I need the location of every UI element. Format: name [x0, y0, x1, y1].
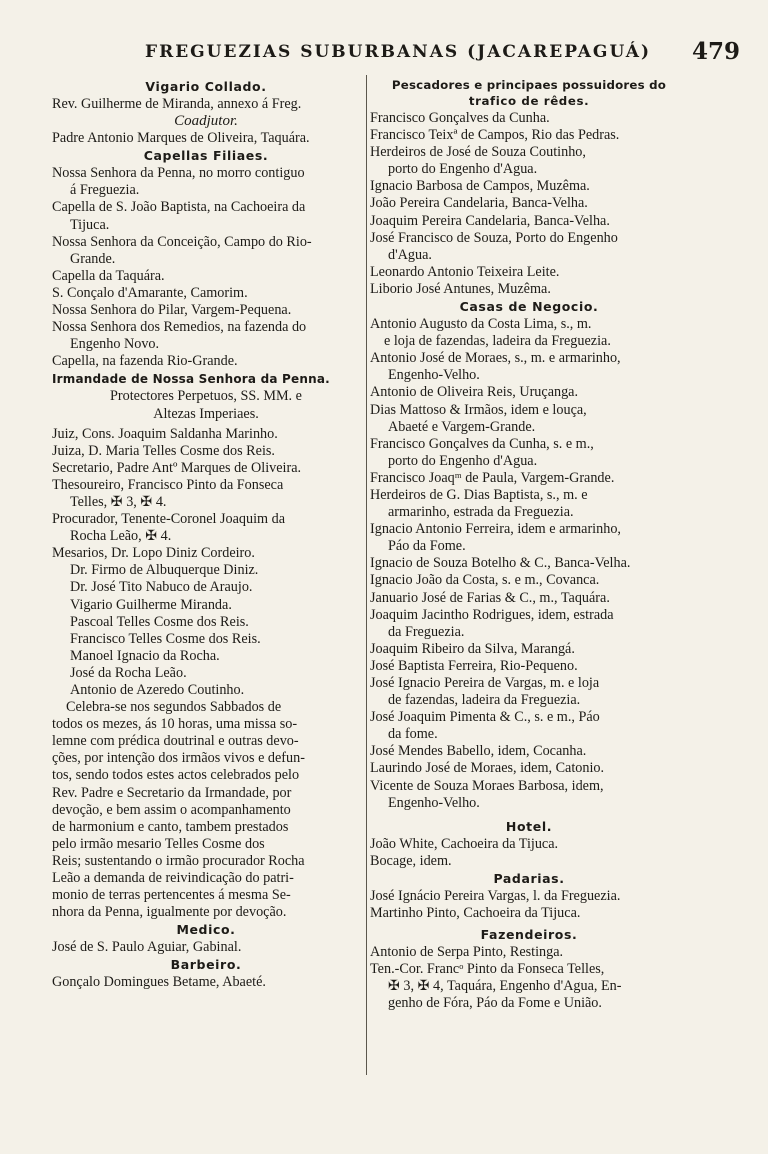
section-heading-capellas: Capellas Filiaes. — [143, 148, 269, 164]
protectores-line: Protectores Perpetuos, SS. MM. e — [110, 388, 302, 405]
list-item: Ignacio de Souza Botelho & C., Banca-Velha. — [370, 555, 631, 572]
list-item: José Baptista Ferreira, Rio-Pequeno. — [370, 657, 578, 674]
section-heading-irmandade: Irmandade de Nossa Senhora da Penna. — [52, 372, 330, 387]
list-item: Engenho-Velho. — [388, 794, 480, 811]
list-item: Bocage, idem. — [370, 852, 452, 869]
paragraph-line: Reis; sustentando o irmão procurador Rocha — [52, 852, 305, 869]
mesario-entry: Dr. José Tito Nabuco de Araujo. — [70, 579, 253, 596]
list-item: José Joaquim Pimenta & C., s. e m., Páo — [370, 709, 600, 726]
medico-entry: José de S. Paulo Aguiar, Gabinal. — [52, 939, 242, 956]
section-heading-hotel: Hotel. — [505, 818, 553, 834]
column-divider — [366, 75, 367, 1075]
mesario-entry: Manoel Ignacio da Rocha. — [70, 647, 220, 664]
list-item: Capella de S. João Baptista, na Cachoeira da — [52, 199, 306, 216]
list-item: genho de Fóra, Páo da Fome e União. — [388, 995, 602, 1012]
list-item: Tijuca. — [70, 216, 110, 233]
list-item: Vicente de Souza Moraes Barbosa, idem, — [370, 777, 604, 794]
list-item: Engenho-Velho. — [388, 367, 480, 384]
officer-entry: Mesarios, Dr. Lopo Diniz Cordeiro. — [52, 545, 255, 562]
list-item: Ignacio Antonio Ferreira, idem e armarinho, — [370, 521, 621, 538]
section-heading-medico: Medico. — [176, 922, 236, 938]
list-item: Abaeté e Vargem-Grande. — [388, 418, 536, 435]
officer-entry: Rocha Leão, ✠ 4. — [70, 528, 172, 545]
list-item: S. Conçalo d'Amarante, Camorim. — [52, 284, 248, 301]
list-item: Januario José de Farias & C., m., Taquára. — [370, 589, 610, 606]
paragraph-line: monio de terras pertencentes á mesma Se- — [52, 887, 291, 904]
list-item: porto do Engenho d'Agua. — [388, 452, 538, 469]
section-heading-pescadores-cont: trafico de rêdes. — [468, 94, 590, 108]
officer-entry: Telles, ✠ 3, ✠ 4. — [70, 493, 167, 510]
left-column — [52, 78, 360, 992]
vigario-entry: Rev. Guilherme de Miranda, annexo á Freg. — [52, 96, 302, 112]
list-item: Grande. — [70, 250, 116, 267]
coadjutor-entry: Padre Antonio Marques de Oliveira, Taquára. — [52, 130, 310, 147]
list-item: João Pereira Candelaria, Banca-Velha. — [370, 195, 588, 212]
list-item: porto do Engenho d'Agua. — [388, 161, 538, 178]
list-item: Herdeiros de José de Souza Coutinho, — [370, 144, 586, 161]
list-item: Engenho Novo. — [70, 336, 160, 353]
mesario-entry: Vigario Guilherme Miranda. — [70, 596, 232, 613]
list-item: Antonio José de Moraes, s., m. e armarinho, — [370, 350, 621, 367]
list-item: e loja de fazendas, ladeira da Freguezia. — [384, 333, 611, 350]
running-title: FREGUEZIAS SUBURBANAS (JACAREPAGUÁ) — [145, 42, 651, 62]
list-item: Francisco Gonçalves da Cunha, s. e m., — [370, 435, 594, 452]
list-item: Leonardo Antonio Teixeira Leite. — [370, 263, 560, 280]
list-item: da fome. — [388, 726, 438, 743]
list-item: Joaquim Jacintho Rodrigues, idem, estrada — [370, 606, 614, 623]
section-heading-pescadores: Pescadores e principaes possuidores do — [391, 78, 667, 92]
list-item: Nossa Senhora da Conceição, Campo do Rio- — [52, 233, 312, 250]
list-item: armarinho, estrada da Freguezia. — [388, 504, 574, 521]
mesario-entry: Antonio de Azeredo Coutinho. — [70, 682, 245, 698]
section-heading-padarias: Padarias. — [493, 870, 565, 886]
paragraph-line: devoção, e bem assim o acompanhamento — [52, 801, 291, 818]
section-heading-barbeiro: Barbeiro. — [170, 957, 242, 973]
list-item: da Freguezia. — [388, 623, 465, 640]
officer-entry: Juiz, Cons. Joaquim Saldanha Marinho. — [52, 425, 278, 442]
list-item: Nossa Senhora dos Remedios, na fazenda do — [52, 319, 307, 336]
section-heading-casas: Casas de Negocio. — [459, 299, 599, 315]
list-item: Ten.-Cor. Francᵒ Pinto da Fonseca Telles, — [370, 961, 605, 978]
mesario-entry: Francisco Telles Cosme dos Reis. — [70, 630, 261, 647]
list-item: Ignacio João da Costa, s. e m., Covanca. — [370, 572, 600, 589]
mesario-entry: José da Rocha Leão. — [70, 664, 187, 681]
page-number: 479 — [691, 38, 740, 65]
paragraph-line: nhora da Penna, igualmente por devoção. — [52, 904, 287, 921]
list-item: Joaquim Pereira Candelaria, Banca-Velha. — [370, 212, 610, 229]
section-heading-fazendeiros: Fazendeiros. — [480, 927, 578, 943]
list-item: Joaquim Ribeiro da Silva, Marangá. — [370, 640, 575, 657]
protectores-line: Altezas Imperiaes. — [153, 405, 259, 422]
paragraph-line: lemne com prédica doutrinal e outras devo- — [52, 733, 299, 750]
list-item: Ignacio Barbosa de Campos, Muzêma. — [370, 178, 590, 195]
list-item: João White, Cachoeira da Tijuca. — [370, 835, 559, 852]
section-heading-coadjutor: Coadjutor. — [174, 113, 238, 130]
list-item: d'Agua. — [388, 246, 432, 263]
officer-entry: Thesoureiro, Francisco Pinto da Fonseca — [52, 476, 284, 493]
list-item: Capella, na fazenda Rio-Grande. — [52, 353, 238, 370]
paragraph-line: todos os mezes, ás 10 horas, uma missa so- — [52, 716, 298, 733]
list-item: ✠ 3, ✠ 4, Taquára, Engenho d'Agua, En- — [388, 978, 622, 995]
list-item: Antonio de Serpa Pinto, Restinga. — [370, 944, 564, 961]
list-item: Herdeiros de G. Dias Baptista, s., m. e — [370, 486, 588, 503]
page-header — [40, 38, 740, 72]
mesario-entry: Dr. Firmo de Albuquerque Diniz. — [70, 562, 259, 579]
officer-entry: Juiza, D. Maria Telles Cosme dos Reis. — [52, 442, 275, 459]
list-item: Liborio José Antunes, Muzêma. — [370, 280, 551, 297]
list-item: Antonio Augusto da Costa Lima, s., m. — [370, 316, 592, 333]
list-item: Francisco Gonçalves da Cunha. — [370, 110, 550, 126]
paragraph-line: Leão a demanda de reivindicação do patri- — [52, 870, 294, 887]
paragraph-line: tos, sendo todos estes actos celebrados pelo — [52, 767, 300, 784]
list-item: Nossa Senhora da Penna, no morro contiguo — [52, 165, 305, 182]
list-item: Páo da Fome. — [388, 538, 466, 555]
list-item: Dias Mattoso & Irmãos, idem e louça, — [370, 401, 587, 418]
list-item: Capella da Taquára. — [52, 267, 165, 284]
barbeiro-entry: Gonçalo Domingues Betame, Abaeté. — [52, 974, 266, 991]
list-item: Nossa Senhora do Pilar, Vargem-Pequena. — [52, 302, 292, 319]
list-item: Francisco Teixª de Campos, Rio das Pedras. — [370, 127, 620, 144]
paragraph-line: Celebra-se nos segundos Sabbados de — [66, 699, 282, 716]
list-item: José Mendes Babello, idem, Cocanha. — [370, 743, 587, 760]
list-item: José Ignacio Pereira de Vargas, m. e loja — [370, 675, 600, 691]
paragraph-line: Rev. Padre e Secretario da Irmandade, por — [52, 784, 292, 801]
mesario-entry: Pascoal Telles Cosme dos Reis. — [70, 613, 249, 630]
list-item: Antonio de Oliveira Reis, Uruçanga. — [370, 384, 579, 401]
paragraph-line: de harmonium e canto, tambem prestados — [52, 818, 289, 835]
paragraph-line: ções, por intenção dos irmãos vivos e defun- — [52, 750, 305, 767]
list-item: de fazendas, ladeira da Freguezia. — [388, 692, 581, 709]
officer-entry: Secretario, Padre Antº Marques de Oliveira. — [52, 459, 302, 476]
officer-entry: Procurador, Tenente-Coronel Joaquim da — [52, 511, 285, 528]
list-item: José Francisco de Souza, Porto do Engenho — [370, 229, 618, 246]
list-item: Francisco Joaqᵐ de Paula, Vargem-Grande. — [370, 469, 615, 486]
list-item: Laurindo José de Moraes, idem, Catonio. — [370, 760, 605, 777]
right-column — [370, 78, 688, 1013]
list-item: á Freguezia. — [70, 182, 140, 199]
section-heading-vigario: Vigario Collado. — [145, 79, 267, 94]
list-item: Martinho Pinto, Cachoeira da Tijuca. — [370, 905, 581, 922]
paragraph-line: pelo irmão mesario Telles Cosme dos — [52, 835, 265, 852]
list-item: José Ignácio Pereira Vargas, l. da Freguezia. — [370, 887, 621, 904]
